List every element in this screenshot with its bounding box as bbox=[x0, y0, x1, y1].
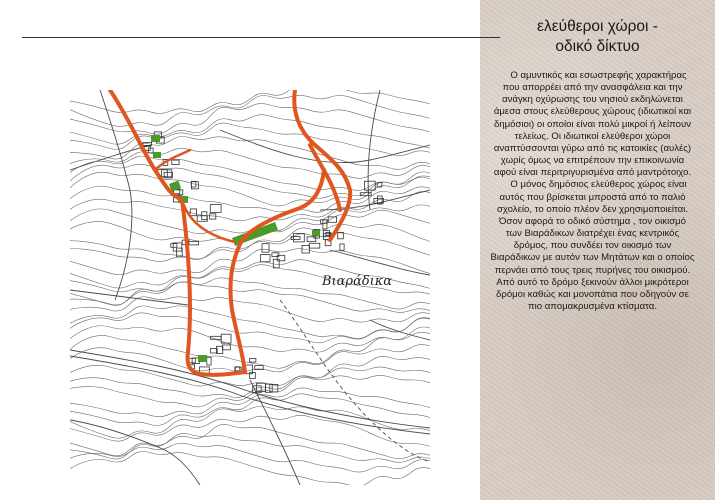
paragraph-private-spaces: Ο αμυντικός και εσωστρεφής χαρακτήρας που απορρέει από την ανασφάλεια και την ανάγκη οχύρωσης του νησιού εκδηλώνεται άμεσα στους ελεύθερους χώρους (ιδιωτικοί και δημόσιοι) οι οποίοι είναι πολύ μικροί ή λείπουν τελείως. Οι ιδιωτικοί ελεύθεροι χώροι αναπτύσσονται γύρω από τις κατοικίες (αυλές) χωρίς όμως να επιτρέπουν την επικοινωνία αφού είναι περιτριγυρισμένα από μαντρότοιχο. bbox=[493, 70, 692, 179]
building bbox=[210, 205, 221, 213]
map-drawing bbox=[70, 90, 430, 485]
header-rule bbox=[22, 37, 500, 38]
village-map bbox=[70, 90, 430, 485]
main-road-west bbox=[110, 90, 324, 375]
contour-line bbox=[70, 433, 430, 462]
contour-line bbox=[70, 326, 430, 352]
building bbox=[171, 244, 177, 248]
building bbox=[197, 216, 207, 222]
contour-line bbox=[70, 224, 430, 259]
building bbox=[294, 234, 305, 242]
contour-line bbox=[70, 297, 430, 322]
page-title bbox=[480, 17, 715, 57]
contour-line bbox=[70, 367, 430, 398]
building bbox=[309, 243, 320, 248]
contour-line bbox=[70, 443, 430, 472]
building bbox=[207, 357, 211, 365]
contour-line bbox=[70, 192, 430, 221]
green-space-1 bbox=[151, 135, 160, 142]
building bbox=[250, 359, 256, 363]
contour-line bbox=[70, 123, 430, 156]
place-label: Βιαράδικα bbox=[322, 274, 393, 289]
building bbox=[364, 181, 375, 190]
contour-line bbox=[70, 205, 430, 234]
body-text bbox=[490, 70, 695, 313]
building bbox=[188, 241, 199, 245]
building bbox=[323, 220, 327, 229]
building bbox=[162, 170, 172, 177]
building bbox=[260, 255, 270, 262]
contour-line bbox=[70, 356, 430, 386]
title-line-2: οδικό δίκτυο bbox=[555, 38, 640, 55]
green-space-2 bbox=[153, 152, 161, 158]
green-space-6 bbox=[198, 355, 207, 362]
building bbox=[172, 160, 179, 165]
building bbox=[191, 182, 198, 189]
paragraph-public-space-roads: Ο μόνος δημόσιος ελεύθερος χώρος είναι αυτός που βρίσκεται μπροστά από το παλιό σχολείο, το οποίο πλέον δεν χρησιμοποιείται. Όσον αφορά το οδικό σύστημα , τον οικισμό των Βιαράδικων διατρέχει ένας κεντρικός δρόμος, που συνδέει τον οικισμό των Βιαράδικων με αυτόν των Μητάτων και ο οποίος περνάει από τους τρεις πυρήνες του οικισμού. Από αυτό το δρόμο ξεκινούν άλλοι μικρότεροι δρόμοι καθώς και μονοπάτια που οδηγούν σε πιο απομακρυσμένα κτίσματα. bbox=[490, 179, 695, 312]
green-space-5 bbox=[312, 230, 320, 236]
building bbox=[340, 244, 344, 250]
contour-line bbox=[70, 415, 430, 446]
contour-line bbox=[70, 332, 430, 368]
contour-line bbox=[70, 306, 430, 339]
building bbox=[307, 237, 316, 242]
building bbox=[262, 244, 269, 253]
contour-line bbox=[70, 406, 430, 438]
building bbox=[272, 253, 279, 257]
building bbox=[338, 232, 344, 238]
building bbox=[190, 209, 196, 216]
building bbox=[222, 345, 230, 350]
title-line-1: ελεύθεροι χώροι - bbox=[537, 18, 658, 35]
building bbox=[328, 217, 336, 222]
building-footprints bbox=[141, 132, 383, 393]
